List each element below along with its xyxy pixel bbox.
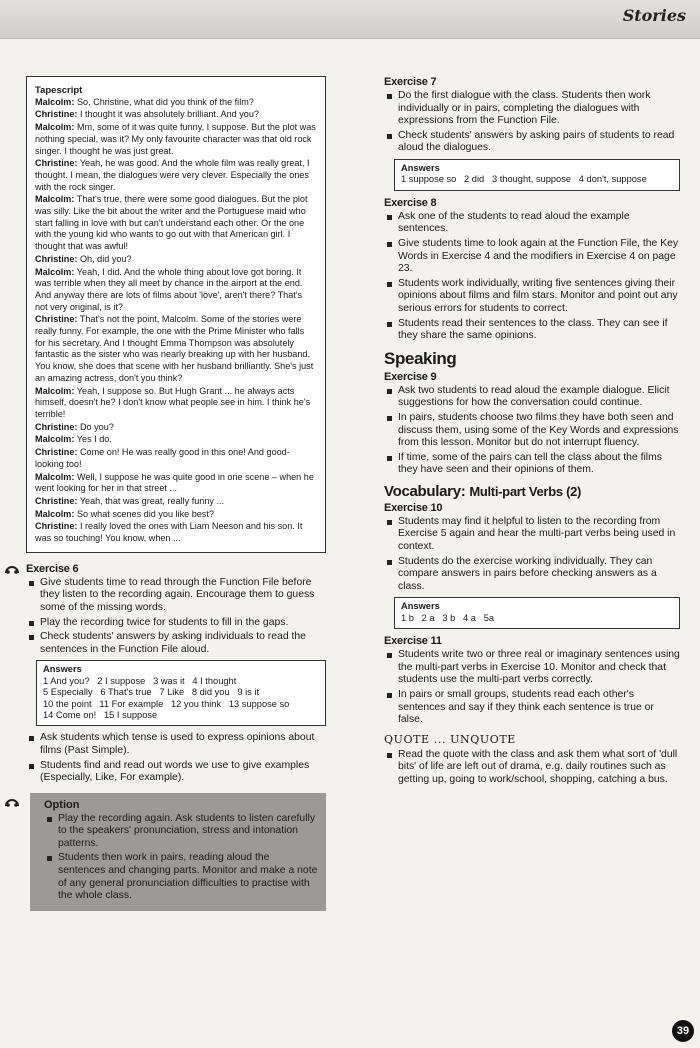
spoken-text: Yeah, I suppose so. But Hugh Grant ... he always acts himself, doesn't he? I don't know what people see in him. I think he's terrible! — [35, 385, 311, 419]
tapescript-heading: Tapescript — [35, 85, 83, 96]
speaker-name: Malcolm: — [35, 385, 75, 396]
speaker-name: Malcolm: — [35, 434, 75, 445]
tapescript-line — [35, 496, 317, 508]
speaker-name: Malcolm: — [35, 122, 75, 133]
tapescript-line — [35, 509, 317, 521]
bullet-item: Ask one of the students to read aloud the example sentences. — [398, 211, 680, 236]
spoken-text: I thought it was absolutely brilliant. And you? — [77, 109, 259, 120]
exercise-9-title: Exercise 9 — [384, 370, 437, 383]
bullet-item: In pairs, students choose two films they have both seen and discuss them, using some of the Key Words and expressions from this lesson. Monitor but do not interrupt fluency. — [398, 411, 679, 449]
answer-line: 10 the point 11 For example 12 you think 13 suppose so — [43, 698, 290, 709]
exercise-6-answers — [36, 660, 326, 726]
bullet-item: Play the recording again. Ask students to listen carefully to the speakers' pronunciation, stress and intonation patterns. — [58, 813, 318, 851]
spoken-text: Yeah, he was good. And the whole film was really great, I thought. I mean, the dialogues were very clever. Especially the ones with the rock singer. — [35, 158, 310, 192]
quote-heading: QUOTE ... UNQUOTE — [384, 732, 516, 746]
speaker-name: Christine: — [35, 421, 78, 432]
vocabulary-label: Vocabulary: — [384, 482, 466, 500]
exercise-7-answers — [394, 159, 680, 191]
spoken-text: Yeah, that was great, really funny ... — [77, 495, 225, 506]
tapescript-box — [26, 76, 326, 553]
audio-cd-icon — [4, 797, 20, 807]
exercise-8-bullets — [384, 211, 680, 343]
answers-heading: Answers — [401, 162, 440, 173]
bullet-item: Students then work in pairs, reading aloud the sentences and changing parts. Monitor and make a note of any general pronunciation difficulties to practise with the whole class. — [58, 852, 318, 902]
answers-lines — [43, 676, 319, 722]
tapescript-line — [35, 254, 317, 266]
exercise-6 — [26, 563, 326, 785]
speaker-name: Malcolm: — [35, 471, 75, 482]
exercise-6-title: Exercise 6 — [26, 562, 79, 575]
option-bullets — [44, 813, 318, 903]
option-section — [26, 793, 326, 911]
exercise-11-bullets — [384, 649, 680, 727]
spoken-text: So, Christine, what did you think of the film? — [74, 96, 254, 107]
bullet-item: Students may find it helpful to listen to the recording from Exercise 5 again and hear the multi-part verbs being used in context. — [398, 516, 680, 554]
tapescript-lines — [35, 97, 317, 545]
exercise-6-bullets-after — [26, 732, 326, 784]
spoken-text: That's true, there were some good dialogues. But the plot was silly. Like the bit about the writer and the Portuguese maid who start falling in love with but can't understand each other. Or the one with the young kid who wants to go out with that American girl. I thought that was awful! — [35, 194, 308, 252]
spoken-text: Mm, some of it was quite funny, I suppose. But the plot was nothing special, was it? My only favourite character was that old rock singer. I thought he was just great. — [35, 122, 316, 156]
exercise-7-title: Exercise 7 — [384, 76, 437, 88]
bullet-item: Students do the exercise working individually. They can compare answers in pairs before checking answers as a class. — [398, 556, 680, 594]
bullet-item: Ask students which tense is used to express opinions about films (Past Simple). — [40, 732, 326, 757]
bullet-item: Ask two students to read aloud the example dialogue. Elicit suggestions for how the conversation could continue. — [398, 385, 680, 410]
right-column — [384, 76, 680, 789]
tapescript-line — [35, 472, 317, 495]
speaker-name: Malcolm: — [35, 508, 75, 519]
answer-line: 1 b 2 a 3 b 4 a 5a — [401, 612, 495, 623]
answers-lines — [401, 613, 673, 624]
option-box — [30, 793, 326, 911]
spoken-text: Come on! He was really good in this one! And good-looking too! — [35, 447, 290, 469]
spoken-text: I really loved the ones with Liam Neeson and his son. It was so touching! You know, when ... — [35, 521, 303, 544]
vocabulary-heading — [384, 483, 680, 500]
bullet-item: Check students' answers by asking individuals to read the sentences in the Function File aloud. — [40, 631, 326, 656]
spoken-text: Well, I suppose he was quite good in one scene – when he went looking for her in that street ... — [35, 471, 314, 494]
answer-line: 14 Come on! 15 I suppose — [43, 709, 158, 720]
answer-line: 1 suppose so 2 did 3 thought, suppose 4 don't, suppose — [401, 174, 647, 185]
tapescript-line — [35, 434, 317, 446]
bullet-item: Give students time to look again at the Function File, the Key Words in Exercise 4 and the modifiers in Exercise 4 on page 23. — [398, 237, 679, 275]
exercise-8-title: Exercise 8 — [384, 196, 437, 209]
speaker-name: Malcolm: — [35, 96, 75, 107]
bullet-item: Students find and read out words we use to give examples (Especially, Like, For example). — [40, 760, 326, 785]
speaker-name: Christine: — [35, 109, 78, 120]
speaker-name: Christine: — [35, 253, 78, 264]
tapescript-line — [35, 386, 317, 421]
exercise-7-bullets — [384, 90, 680, 155]
top-bar — [0, 0, 700, 39]
bullet-item: Read the quote with the class and ask them what sort of 'dull bits' of life are left out of drama, e.g. daily routines such as getting up, going to work/school, shopping, catching a bus. — [398, 749, 680, 787]
answer-line: 5 Especially 6 That's true 7 Like 8 did you 9 is it — [43, 687, 260, 698]
left-column — [26, 76, 326, 911]
exercise-10-bullets — [384, 516, 680, 594]
section-title: Stories — [622, 6, 686, 25]
quote-bullets — [384, 749, 680, 787]
bullet-item: If time, some of the pairs can tell the class about the films they have seen and their opinions of them. — [398, 452, 680, 477]
tapescript-line — [35, 158, 317, 193]
spoken-text: So what scenes did you like best? — [74, 508, 214, 519]
tapescript-line — [35, 314, 317, 384]
tapescript-line — [35, 97, 317, 109]
speaker-name: Christine: — [35, 495, 78, 506]
speaker-name: Christine: — [35, 158, 78, 169]
speaker-name: Christine: — [35, 447, 78, 458]
bullet-item: Students work individually, writing five sentences giving their opinions about films and film stars. Monitor and point out any serious errors for students to correct. — [398, 278, 680, 316]
bullet-item: In pairs or small groups, students read each other's sentences and say if they think each sentence is true or false. — [398, 689, 680, 727]
speaking-heading: Speaking — [384, 348, 457, 368]
exercise-11-title: Exercise 11 — [384, 635, 442, 648]
answer-line: 1 And you? 2 I suppose 3 was it 4 I thought — [43, 675, 237, 686]
answers-lines — [401, 174, 673, 185]
spoken-text: Oh, did you? — [77, 253, 132, 264]
bullet-item: Give students time to read through the Function File before they listen to the recording again. Encourage them to guess some of the missing words. — [40, 577, 326, 615]
exercise-9-bullets — [384, 385, 680, 477]
speaker-name: Christine: — [35, 521, 78, 532]
spoken-text: Yeah, I did. And the whole thing about love got boring. It was terrible when they all meet by chance in the airport at the end. And anyway there are lots of films about 'love', aren't there? That's not very original, is it? — [35, 266, 303, 312]
tapescript-line — [35, 194, 317, 253]
spoken-text: Yes I do. — [74, 434, 112, 445]
tapescript-line — [35, 521, 317, 544]
answers-heading: Answers — [401, 601, 440, 612]
bullet-item: Check students' answers by asking pairs of students to read aloud the dialogues. — [398, 130, 680, 155]
speaker-name: Malcolm: — [35, 266, 75, 277]
tapescript-line — [35, 122, 317, 157]
option-title: Option — [44, 798, 80, 811]
speaker-name: Malcolm: — [35, 194, 75, 205]
tapescript-line — [35, 109, 317, 121]
exercise-6-bullets — [26, 577, 326, 657]
audio-cd-icon — [4, 564, 20, 574]
speaker-name: Christine: — [35, 314, 78, 325]
tapescript-line — [35, 267, 317, 314]
answers-heading: Answers — [43, 664, 82, 675]
exercise-10-title: Exercise 10 — [384, 501, 443, 514]
bullet-item: Students write two or three real or imaginary sentences using the multi-part verbs in Exercise 10. Monitor and check that students use the multi-part verbs correctly. — [398, 649, 680, 686]
bullet-item: Students read their sentences to the class. They can see if they share the same opinions. — [398, 318, 680, 343]
spoken-text: Do you? — [77, 421, 114, 432]
bullet-item: Play the recording twice for students to fill in the gaps. — [40, 617, 326, 630]
tapescript-line — [35, 422, 317, 434]
page-number: 39 — [672, 1020, 694, 1042]
exercise-10-answers — [394, 597, 680, 629]
bullet-item: Do the first dialogue with the class. Students then work individually or in pairs, completing the dialogues with expressions from the Function File. — [398, 90, 680, 128]
vocabulary-subheading: Multi-part Verbs (2) — [469, 483, 582, 499]
spoken-text: That's not the point, Malcolm. Some of the stories were really funny. For example, the one with the Prime Minister who falls for his secretary. And I thought Emma Thompson was absolutely fantastic as the sister who was nearly breaking up with her husband. You know, she does that scene with her husband brilliantly. She's just an amazing actress, don't you think? — [35, 314, 314, 383]
tapescript-line — [35, 447, 317, 470]
